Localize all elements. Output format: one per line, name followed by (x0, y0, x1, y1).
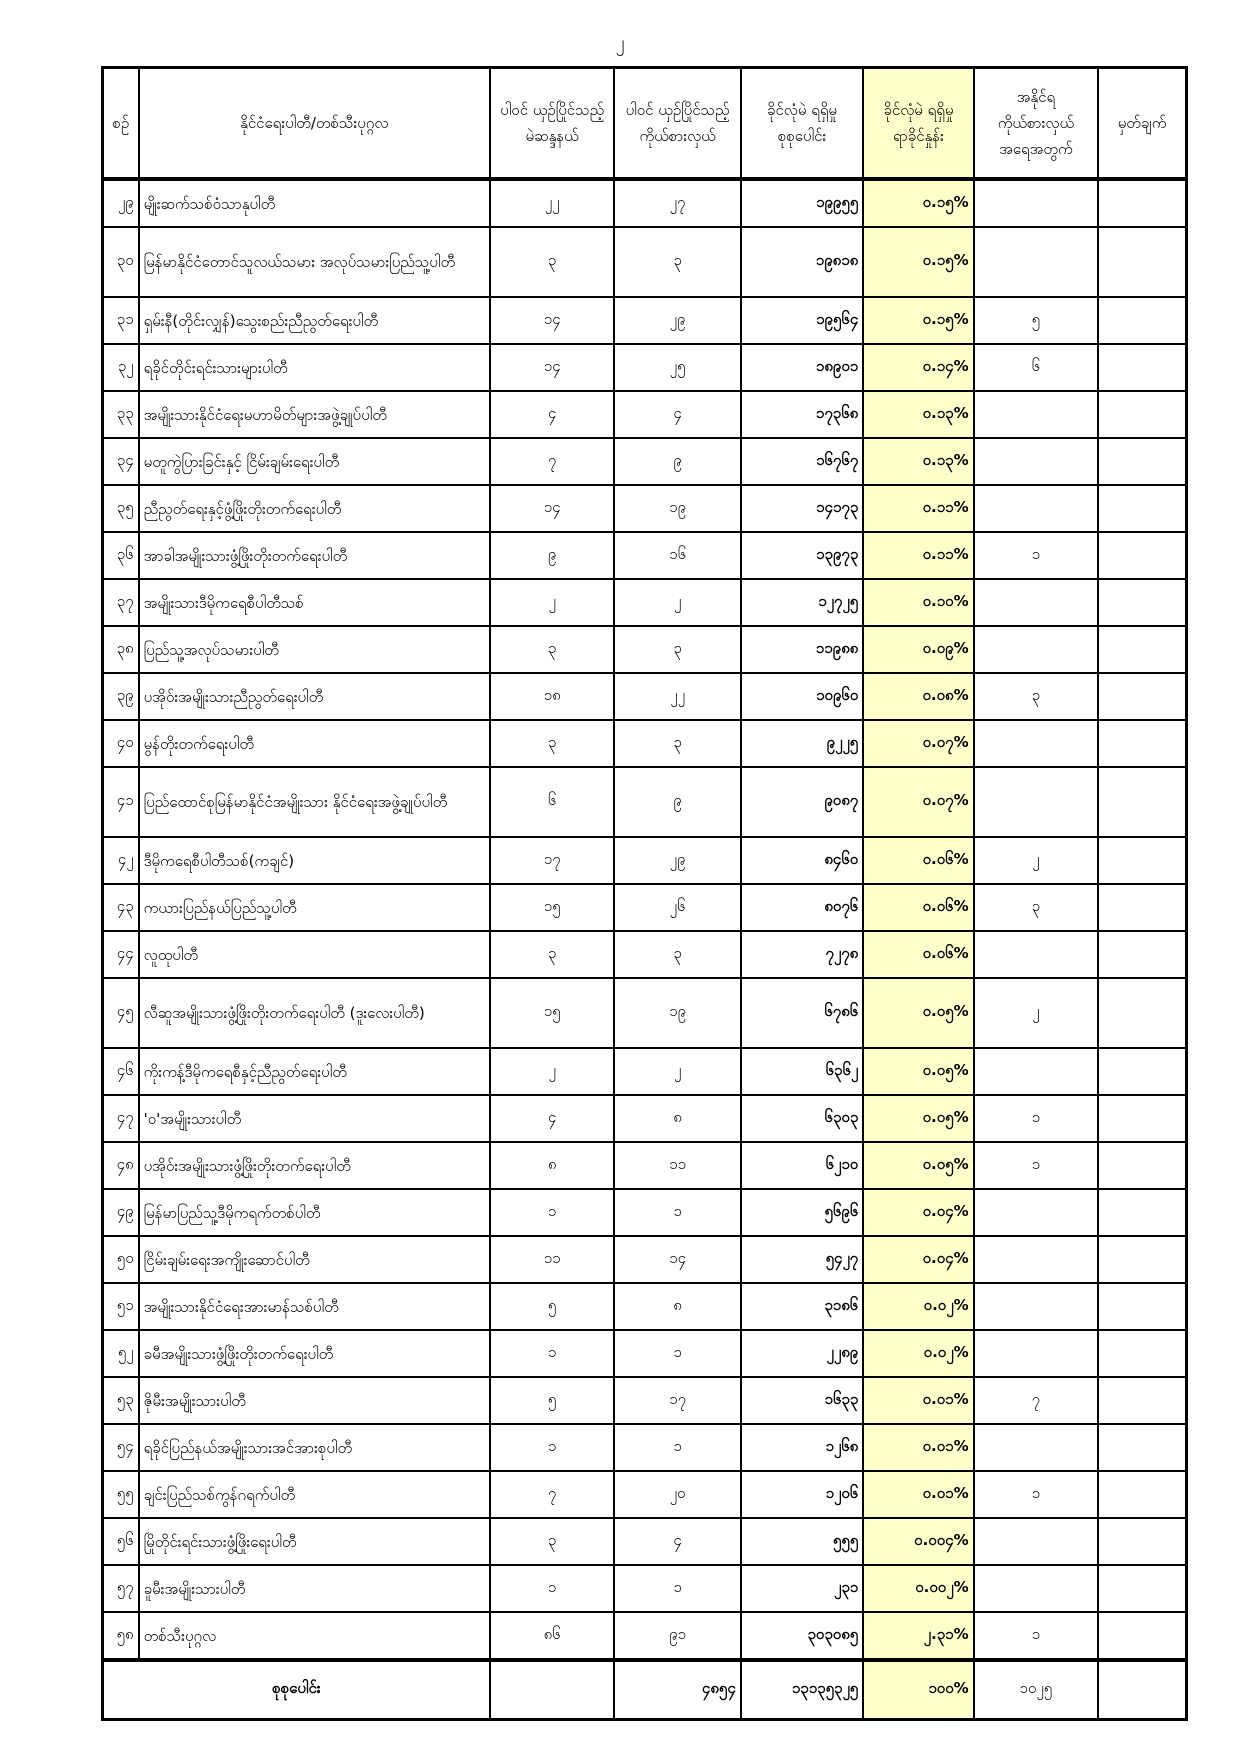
constituencies-count: ၁ (490, 1189, 614, 1236)
total-votes: ၈၄၆၀ (741, 837, 863, 884)
total-winners: ၁၀၂၅ (974, 1660, 1098, 1720)
total-votes: ၇၂၇၈ (741, 931, 863, 978)
constituencies-count: ၄ (490, 391, 614, 438)
winners-count (974, 391, 1098, 438)
candidates-count: ၂ (614, 579, 740, 626)
total-votes: ၁၂၆၈ (741, 1424, 863, 1471)
winners-count: ၅ (974, 297, 1098, 344)
total-votes: ၉၀၈၇ (741, 767, 863, 837)
party-name: မွန်တိုးတက်ရေးပါတီ (139, 720, 490, 767)
remarks (1098, 391, 1186, 438)
candidates-count: ၁၇ (614, 1377, 740, 1424)
constituencies-count: ၁၄ (490, 297, 614, 344)
candidates-count: ၃ (614, 626, 740, 673)
constituencies-count: ၈ (490, 1142, 614, 1189)
party-name: လီဆူအမျိုးသားဖွံ့ဖြိုးတိုးတက်ရေးပါတီ (ဒူးလေးပါတီ) (139, 978, 490, 1048)
total-votes: ၁၃၉၇၃ (741, 532, 863, 579)
candidates-count: ၁၉ (614, 485, 740, 532)
vote-percent: ၀.၀၀၄% (863, 1518, 973, 1565)
party-name: အမျိုးသားနိုင်ငံရေးမဟာမိတ်များအဖွဲ့ချုပ်ပါတီ (139, 391, 490, 438)
header-party: နိုင်ငံရေးပါတီ/တစ်သီးပုဂ္ဂလ (139, 68, 490, 180)
remarks (1098, 1048, 1186, 1095)
row-number: ၅၆ (103, 1518, 139, 1565)
total-percent: ၁၀၀% (863, 1660, 973, 1720)
row-number: ၄၀ (103, 720, 139, 767)
remarks (1098, 438, 1186, 485)
remarks (1098, 1189, 1186, 1236)
table-row (103, 1377, 1187, 1424)
candidates-count: ၂၅ (614, 344, 740, 391)
total-votes: ၁၈၉၀၁ (741, 344, 863, 391)
row-number: ၃၁ (103, 297, 139, 344)
total-votes: ၁၉၅၆၄ (741, 297, 863, 344)
header-constituencies: ပါဝင် ယှဉ်ပြိုင်သည့် မဲဆန္ဒနယ် (490, 68, 614, 180)
page-number: ၂ (615, 32, 625, 53)
candidates-count: ၁၁ (614, 1142, 740, 1189)
constituencies-count: ၁၅ (490, 884, 614, 931)
vote-percent: ၀.၀၁% (863, 1377, 973, 1424)
vote-percent: ၀.၀၅% (863, 978, 973, 1048)
constituencies-count: ၁၁ (490, 1236, 614, 1283)
total-votes: ၃၁၈၆ (741, 1283, 863, 1330)
vote-percent: ၀.၀၅% (863, 1142, 973, 1189)
total-label: စုစုပေါင်း (103, 1660, 490, 1720)
header-remarks: မှတ်ချက် (1098, 68, 1186, 180)
row-number: ၃၇ (103, 579, 139, 626)
table-row (103, 720, 1187, 767)
row-number: ၄၁ (103, 767, 139, 837)
vote-percent: ၀.၀၇% (863, 767, 973, 837)
table-row (103, 673, 1187, 720)
remarks (1098, 767, 1186, 837)
total-votes: ၆၃၀၃ (741, 1095, 863, 1142)
row-number: ၅၅ (103, 1471, 139, 1518)
constituencies-count: ၅ (490, 1377, 614, 1424)
table-row (103, 626, 1187, 673)
constituencies-count: ၃ (490, 931, 614, 978)
winners-count (974, 720, 1098, 767)
candidates-count: ၂၆ (614, 884, 740, 931)
remarks (1098, 1424, 1186, 1471)
table-body (103, 179, 1187, 1660)
header-row (103, 68, 1187, 180)
total-votes: ၁၁၉၈၈ (741, 626, 863, 673)
party-name: အာခါအမျိုးသားဖွံ့ဖြိုးတိုးတက်ရေးပါတီ (139, 532, 490, 579)
constituencies-count: ၅ (490, 1283, 614, 1330)
constituencies-count: ၆ (490, 767, 614, 837)
remarks (1098, 978, 1186, 1048)
remarks (1098, 227, 1186, 297)
winners-count: ၁ (974, 1095, 1098, 1142)
row-number: ၃၈ (103, 626, 139, 673)
row-number: ၄၃ (103, 884, 139, 931)
candidates-count: ၉ (614, 767, 740, 837)
candidates-count: ၃ (614, 931, 740, 978)
winners-count: ၇ (974, 1377, 1098, 1424)
winners-count (974, 438, 1098, 485)
table-row (103, 1283, 1187, 1330)
remarks (1098, 179, 1186, 227)
vote-percent: ၀.၁၅% (863, 297, 973, 344)
remarks (1098, 1612, 1186, 1660)
winners-count (974, 1330, 1098, 1377)
vote-percent: ၀.၀၆% (863, 931, 973, 978)
winners-count: ၃ (974, 673, 1098, 720)
party-name: ရှမ်းနီ(တိုင်းလျှန်)သွေးစည်းညီညွတ်ရေးပါတီ (139, 297, 490, 344)
row-number: ၃၂ (103, 344, 139, 391)
winners-count (974, 626, 1098, 673)
total-votes: ၅၄၂၇ (741, 1236, 863, 1283)
remarks (1098, 297, 1186, 344)
row-number: ၄၆ (103, 1048, 139, 1095)
vote-percent: ၀.၀၂% (863, 1330, 973, 1377)
party-name: မျိုးဆက်သစ်ဝံသာနုပါတီ (139, 179, 490, 227)
constituencies-count: ၇ (490, 1471, 614, 1518)
constituencies-count: ၁၇ (490, 837, 614, 884)
candidates-count: ၂ (614, 1048, 740, 1095)
vote-percent: ၀.၀၄% (863, 1189, 973, 1236)
total-votes: ၁၂၇၂၅ (741, 579, 863, 626)
constituencies-count: ၁၄ (490, 485, 614, 532)
remarks (1098, 1377, 1186, 1424)
party-name: ပအိုဝ်းအမျိုးသားညီညွတ်ရေးပါတီ (139, 673, 490, 720)
candidates-count: ၂၉ (614, 837, 740, 884)
candidates-count: ၁၆ (614, 532, 740, 579)
vote-percent: ၀.၀၆% (863, 884, 973, 931)
table-row (103, 1142, 1187, 1189)
candidates-count: ၈ (614, 1283, 740, 1330)
total-votes: ၂၃၁ (741, 1565, 863, 1612)
party-name: ရခိုင်တိုင်းရင်းသားများပါတီ (139, 344, 490, 391)
table-row (103, 1612, 1187, 1660)
total-votes: ၁၆၇၆၇ (741, 438, 863, 485)
constituencies-count: ၄ (490, 1095, 614, 1142)
party-name: ချင်းပြည်သစ်ကွန်ဂရက်ပါတီ (139, 1471, 490, 1518)
candidates-count: ၉၁ (614, 1612, 740, 1660)
header-winners: အနိုင်ရ ကိုယ်စားလှယ် အရေအတွက် (974, 68, 1098, 180)
vote-percent: ၀.၀၆% (863, 837, 973, 884)
constituencies-count: ၁ (490, 1565, 614, 1612)
table-row (103, 884, 1187, 931)
remarks (1098, 1518, 1186, 1565)
remarks (1098, 1471, 1186, 1518)
row-number: ၂၉ (103, 179, 139, 227)
party-name: ကယားပြည်နယ်ပြည်သူ့ပါတီ (139, 884, 490, 931)
vote-percent: ၀.၁၁% (863, 485, 973, 532)
table-row (103, 1330, 1187, 1377)
table-row (103, 438, 1187, 485)
remarks (1098, 532, 1186, 579)
vote-percent: ၀.၁၃% (863, 438, 973, 485)
candidates-count: ၂၂ (614, 673, 740, 720)
winners-count (974, 579, 1098, 626)
total-votes: ၁၉၈၁၈ (741, 227, 863, 297)
remarks (1098, 884, 1186, 931)
winners-count: ၆ (974, 344, 1098, 391)
party-name: ခမီအမျိုးသားဖွံ့ဖြိုးတိုးတက်ရေးပါတီ (139, 1330, 490, 1377)
row-number: ၃၉ (103, 673, 139, 720)
remarks (1098, 720, 1186, 767)
constituencies-count: ၂ (490, 579, 614, 626)
candidates-count: ၁၄ (614, 1236, 740, 1283)
winners-count (974, 1236, 1098, 1283)
winners-count: ၁ (974, 1142, 1098, 1189)
party-name: ပအိုဝ်းအမျိုးသားဖွံ့ဖြိုးတိုးတက်ရေးပါတီ (139, 1142, 490, 1189)
remarks (1098, 1236, 1186, 1283)
row-number: ၅၈ (103, 1612, 139, 1660)
vote-percent: ၀.၁၅% (863, 179, 973, 227)
vote-percent: ၀.၁၄% (863, 344, 973, 391)
election-results-table (101, 66, 1188, 1721)
table-row (103, 344, 1187, 391)
party-name: 'ဝ'အမျိုးသားပါတီ (139, 1095, 490, 1142)
candidates-count: ၈ (614, 1095, 740, 1142)
constituencies-count: ၁၅ (490, 978, 614, 1048)
total-votes: ၅၅၅ (741, 1518, 863, 1565)
row-number: ၄၅ (103, 978, 139, 1048)
total-votes: ၅၆၉၆ (741, 1189, 863, 1236)
table-row (103, 1518, 1187, 1565)
vote-percent: ၀.၀၁% (863, 1471, 973, 1518)
total-votes: ၆၇၈၆ (741, 978, 863, 1048)
winners-count (974, 485, 1098, 532)
row-number: ၅၃ (103, 1377, 139, 1424)
table-row (103, 1095, 1187, 1142)
constituencies-count: ၇ (490, 438, 614, 485)
party-name: ငြိမ်းချမ်းရေးအကျိုးဆောင်ပါတီ (139, 1236, 490, 1283)
candidates-count: ၁ (614, 1565, 740, 1612)
table-row (103, 837, 1187, 884)
total-candidates: ၄၈၅၄ (614, 1660, 740, 1720)
total-votes: ၂၂၈၉ (741, 1330, 863, 1377)
remarks (1098, 485, 1186, 532)
total-votes: ၁၃၁၃၅၃၂၅ (741, 1660, 863, 1720)
winners-count (974, 1048, 1098, 1095)
winners-count (974, 1518, 1098, 1565)
vote-percent: ၀.၀၇% (863, 720, 973, 767)
remarks (1098, 931, 1186, 978)
party-name: ပြည်သူ့အလုပ်သမားပါတီ (139, 626, 490, 673)
constituencies-count: ၃ (490, 227, 614, 297)
total-votes: ၁၆၃၃ (741, 1377, 863, 1424)
constituencies-count: ၁၄ (490, 344, 614, 391)
remarks (1098, 344, 1186, 391)
vote-percent: ၀.၁၁% (863, 532, 973, 579)
candidates-count: ၁ (614, 1330, 740, 1377)
remarks (1098, 1565, 1186, 1612)
table-row (103, 1424, 1187, 1471)
row-number: ၃၅ (103, 485, 139, 532)
party-name: အမျိုးသားနိုင်ငံရေးအားမာန်သစ်ပါတီ (139, 1283, 490, 1330)
row-number: ၄၇ (103, 1095, 139, 1142)
winners-count (974, 1565, 1098, 1612)
constituencies-count: ၂၂ (490, 179, 614, 227)
remarks (1098, 626, 1186, 673)
winners-count (974, 227, 1098, 297)
constituencies-count: ၉ (490, 532, 614, 579)
vote-percent: ၀.၁၃% (863, 391, 973, 438)
party-name: မတူကွဲပြားခြင်းနှင့် ငြိမ်းချမ်းရေးပါတီ (139, 438, 490, 485)
constituencies-count: ၈၆ (490, 1612, 614, 1660)
row-number: ၃၆ (103, 532, 139, 579)
table-row (103, 1471, 1187, 1518)
total-votes: ၁၉၉၅၅ (741, 179, 863, 227)
table-row (103, 391, 1187, 438)
candidates-count: ၁ (614, 1424, 740, 1471)
table-row (103, 1236, 1187, 1283)
vote-percent: ၀.၀၉% (863, 626, 973, 673)
candidates-count: ၄ (614, 391, 740, 438)
constituencies-count: ၁၈ (490, 673, 614, 720)
table-row (103, 297, 1187, 344)
party-name: လူထုပါတီ (139, 931, 490, 978)
candidates-count: ၄ (614, 1518, 740, 1565)
total-votes: ၆၂၁၀ (741, 1142, 863, 1189)
vote-percent: ၀.၀၅% (863, 1048, 973, 1095)
vote-percent: ၀.၀၂% (863, 1283, 973, 1330)
party-name: မြန်မာနိုင်ငံတောင်သူလယ်သမား အလုပ်သမားပြည်သူ့ပါတီ (139, 227, 490, 297)
total-votes: ၈၀၇၆ (741, 884, 863, 931)
table-row (103, 579, 1187, 626)
winners-count (974, 1283, 1098, 1330)
row-number: ၃၃ (103, 391, 139, 438)
party-name: ဇိုမီးအမျိုးသားပါတီ (139, 1377, 490, 1424)
party-name: အမျိုးသားဒီမိုကရေစီပါတီသစ် (139, 579, 490, 626)
winners-count: ၃ (974, 884, 1098, 931)
party-name: ပြည်ထောင်စုမြန်မာနိုင်ငံအမျိုးသား နိုင်ငံရေးအဖွဲ့ချုပ်ပါတီ (139, 767, 490, 837)
candidates-count: ၂၉ (614, 297, 740, 344)
table-row (103, 532, 1187, 579)
table-row (103, 978, 1187, 1048)
winners-count (974, 179, 1098, 227)
candidates-count: ၂၇ (614, 179, 740, 227)
winners-count (974, 931, 1098, 978)
table-row (103, 767, 1187, 837)
total-remarks (1098, 1660, 1186, 1720)
vote-percent: ၀.၀၁% (863, 1424, 973, 1471)
header-candidates: ပါဝင် ယှဉ်ပြိုင်သည့် ကိုယ်စားလှယ် (614, 68, 740, 180)
candidates-count: ၁၉ (614, 978, 740, 1048)
candidates-count: ၃ (614, 720, 740, 767)
table-row (103, 179, 1187, 227)
constituencies-count: ၃ (490, 626, 614, 673)
total-votes: ၉၂၂၅ (741, 720, 863, 767)
winners-count: ၂ (974, 978, 1098, 1048)
winners-count (974, 1424, 1098, 1471)
remarks (1098, 1330, 1186, 1377)
candidates-count: ၂၀ (614, 1471, 740, 1518)
table-row (103, 485, 1187, 532)
total-votes: ၁၄၁၇၃ (741, 485, 863, 532)
row-number: ၄၄ (103, 931, 139, 978)
header-no: စဉ် (103, 68, 139, 180)
row-number: ၅၄ (103, 1424, 139, 1471)
winners-count: ၁ (974, 532, 1098, 579)
constituencies-count: ၂ (490, 1048, 614, 1095)
table-row (103, 1565, 1187, 1612)
winners-count (974, 767, 1098, 837)
party-name: တစ်သီးပုဂ္ဂလ (139, 1612, 490, 1660)
total-votes: ၃၀၃၀၈၅ (741, 1612, 863, 1660)
header-total-votes: ခိုင်လုံမဲ ရရှိမှု စုစုပေါင်း (741, 68, 863, 180)
vote-percent: ၀.၁၅% (863, 227, 973, 297)
party-name: ရခိုင်ပြည်နယ်အမျိုးသားအင်အားစုပါတီ (139, 1424, 490, 1471)
remarks (1098, 673, 1186, 720)
row-number: ၄၈ (103, 1142, 139, 1189)
party-name: ညီညွတ်ရေးနှင့်ဖွံ့ဖြိုးတိုးတက်ရေးပါတီ (139, 485, 490, 532)
party-name: ဒီမိုကရေစီပါတီသစ်(ကချင်) (139, 837, 490, 884)
constituencies-count: ၁ (490, 1330, 614, 1377)
table-row (103, 227, 1187, 297)
row-number: ၄၂ (103, 837, 139, 884)
constituencies-count: ၃ (490, 1518, 614, 1565)
candidates-count: ၃ (614, 227, 740, 297)
constituencies-count: ၁ (490, 1424, 614, 1471)
vote-percent: ၀.၀၅% (863, 1095, 973, 1142)
vote-percent: ၀.၀၄% (863, 1236, 973, 1283)
vote-percent: ၂.၃၁% (863, 1612, 973, 1660)
table-row (103, 1048, 1187, 1095)
constituencies-count: ၃ (490, 720, 614, 767)
winners-count: ၂ (974, 837, 1098, 884)
winners-count: ၁ (974, 1471, 1098, 1518)
party-name: ကိုးကန့်ဒီမိုကရေစီနှင့်ညီညွတ်ရေးပါတီ (139, 1048, 490, 1095)
row-number: ၅၇ (103, 1565, 139, 1612)
total-votes: ၁၇၃၆၈ (741, 391, 863, 438)
header-vote-percent: ခိုင်လုံမဲ ရရှိမှု ရာခိုင်နှုန်း (863, 68, 973, 180)
vote-percent: ၀.၀၈% (863, 673, 973, 720)
total-votes: ၆၃၆၂ (741, 1048, 863, 1095)
remarks (1098, 1142, 1186, 1189)
row-number: ၅၁ (103, 1283, 139, 1330)
candidates-count: ၁ (614, 1189, 740, 1236)
party-name: မြန်မာပြည်သူ့ဒီမိုကရက်တစ်ပါတီ (139, 1189, 490, 1236)
table-row (103, 1189, 1187, 1236)
total-votes: ၁၂၀၆ (741, 1471, 863, 1518)
vote-percent: ၀.၀၀၂% (863, 1565, 973, 1612)
party-name: မြိုတိုင်းရင်းသားဖွံ့ဖြိုးရေးပါတီ (139, 1518, 490, 1565)
row-number: ၃၀ (103, 227, 139, 297)
remarks (1098, 1283, 1186, 1330)
total-votes: ၁၀၉၆၀ (741, 673, 863, 720)
remarks (1098, 837, 1186, 884)
total-constituencies (490, 1660, 614, 1720)
row-number: ၃၄ (103, 438, 139, 485)
candidates-count: ၉ (614, 438, 740, 485)
row-number: ၄၉ (103, 1189, 139, 1236)
winners-count (974, 1189, 1098, 1236)
row-number: ၅၀ (103, 1236, 139, 1283)
winners-count: ၁ (974, 1612, 1098, 1660)
table-row (103, 931, 1187, 978)
row-number: ၅၂ (103, 1330, 139, 1377)
remarks (1098, 579, 1186, 626)
total-row (103, 1660, 1187, 1720)
remarks (1098, 1095, 1186, 1142)
party-name: ခူမီးအမျိုးသားပါတီ (139, 1565, 490, 1612)
vote-percent: ၀.၁၀% (863, 579, 973, 626)
